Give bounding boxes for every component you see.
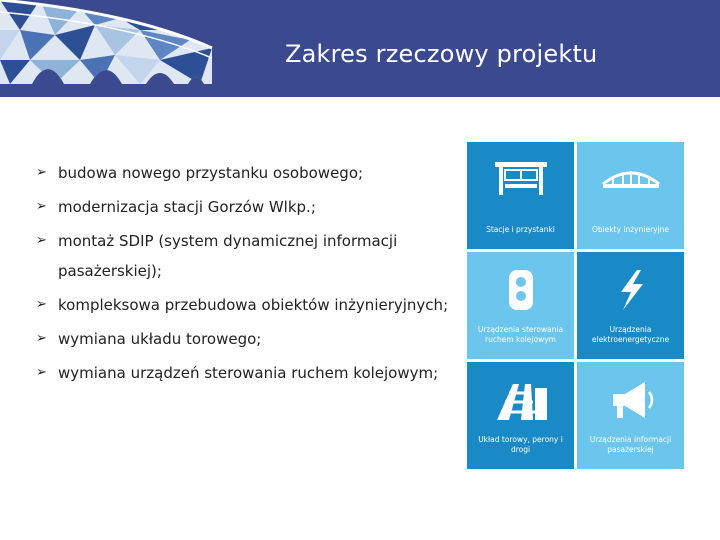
tile-label: Obiekty inżynieryjne [591, 225, 670, 234]
tile-engineering [577, 142, 684, 249]
list-item-text: wymiana układu torowego; [58, 330, 262, 348]
railway-track-icon [491, 378, 551, 422]
list-item [36, 192, 456, 222]
tile-label: Urządzenia elektroenergetyczne [591, 325, 670, 344]
bridge-icon [601, 158, 661, 198]
list-item [36, 290, 456, 320]
page-title: Zakres rzeczowy projektu [285, 40, 598, 68]
arrow-bullet-icon: ➢ [36, 233, 47, 248]
platform-shelter-icon [491, 158, 551, 198]
arrow-bullet-icon: ➢ [36, 331, 47, 346]
list-item [36, 226, 456, 286]
megaphone-icon [601, 378, 661, 422]
tile-label: Urządzenia informacji pasażerskiej [589, 435, 672, 454]
list-item [36, 324, 456, 354]
tile-label: Układ torowy, perony i drogi [478, 435, 563, 454]
list-item [36, 158, 456, 188]
list-item-text: wymiana urządzeń sterowania ruchem kolejowym; [58, 364, 439, 382]
lightning-icon [601, 268, 661, 312]
list-item-text: montaż SDIP (system dynamicznej informacji pasażerskiej); [58, 232, 398, 280]
arrow-bullet-icon: ➢ [36, 297, 47, 312]
tile-label: Urządzenia sterowania ruchem kolejowym [477, 325, 564, 344]
category-tiles [467, 142, 684, 469]
tile-signalling [467, 252, 574, 359]
header [0, 0, 720, 104]
tile-track [467, 362, 574, 469]
arrow-bullet-icon: ➢ [36, 199, 47, 214]
arrow-bullet-icon: ➢ [36, 165, 47, 180]
arrow-bullet-icon: ➢ [36, 365, 47, 380]
scope-list [36, 158, 456, 392]
list-item-text: kompleksowa przebudowa obiektów inżynieryjnych; [58, 296, 449, 314]
bridge-logo [0, 0, 215, 104]
tile-passenger-info [577, 362, 684, 469]
list-item [36, 358, 456, 388]
list-item-text: budowa nowego przystanku osobowego; [58, 164, 364, 182]
tile-stations [467, 142, 574, 249]
signal-light-icon [491, 268, 551, 312]
list-item-text: modernizacja stacji Gorzów Wlkp.; [58, 198, 316, 216]
tile-power [577, 252, 684, 359]
tile-label: Stacje i przystanki [486, 225, 555, 234]
